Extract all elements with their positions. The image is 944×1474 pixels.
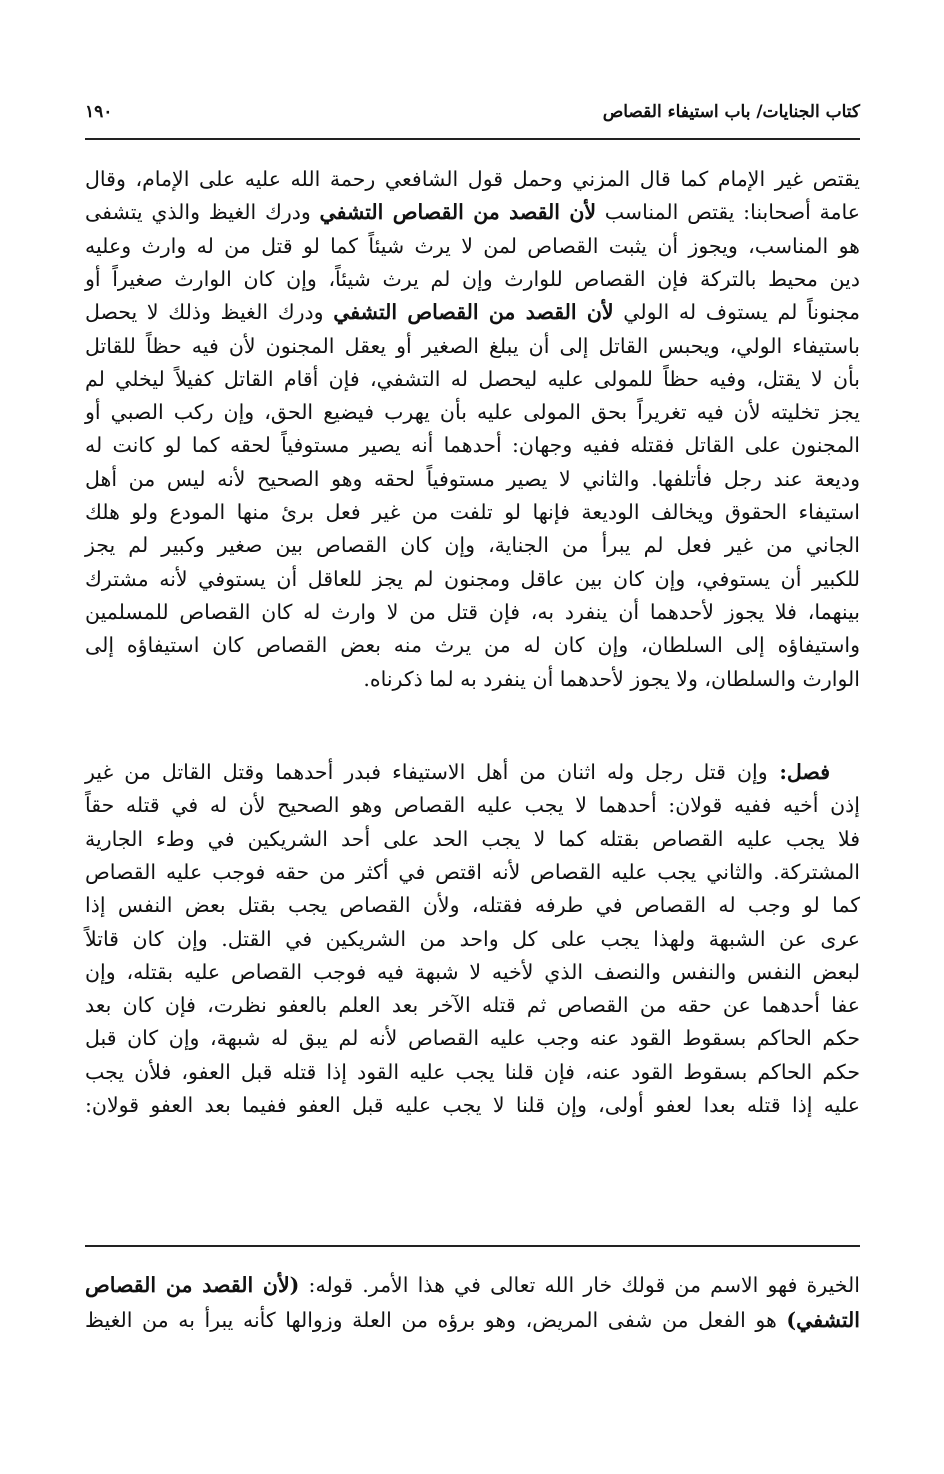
text-line: فلا يجب عليه القصاص بقتله كما لا يجب الحد على أحد الشريكين في وطء الجارية [85, 826, 860, 851]
page-number: ١٩٠ [85, 102, 113, 122]
running-header [85, 98, 860, 132]
text-line: عليه إذا قتله بعدا لعفو أولى، وإن قلنا لا يجب عليه قبل العفو ففيما بعد العفو قولان: [85, 1093, 860, 1117]
footnote-text: هو الفعل من شفى المريض، وهو برؤه من العلة وزوالها كأنه يبرأ به من الغيظ [85, 1308, 777, 1332]
text-line: باستيفاء الولي، ويحبس القاتل إلى أن يبلغ الصغير أو يعقل المجنون لأن فيه حظاً للقاتل [85, 333, 860, 358]
footnote-text: الخيرة فهو الاسم من قولك خار الله تعالى في هذا الأمر. قوله: [308, 1273, 860, 1297]
text-line: دين محيط بالتركة فإن القصاص للوارث وإن لم يرث شيئاً، وإن كان الوارث صغيراً أو [85, 266, 860, 291]
footnote-line [85, 1270, 860, 1300]
text-line: بأن لا يقتل، وفيه حظاً للمولى عليه ليحصل له التشفي، فإن أقام القاتل كفيلاً ليخلي لم [85, 366, 860, 391]
text-line: حكم الحاكم بسقوط القود عنه وجب عليه القصاص لأنه لم يبق له شبهة، وإن كان قبل [85, 1026, 860, 1051]
text-line: لبعض النفس والنفس والنصف الذي لأخيه لا شبهة فيه فوجب القصاص عليه بقتله، وإن [85, 959, 860, 984]
text-line: المشتركة. والثاني يجب عليه القصاص لأنه اقتص في أكثر من حقه فوجب عليه القصاص [85, 859, 860, 884]
text-line: عرى عن الشبهة ولهذا يجب على كل واحد من الشريكين في القتل. وإن كان قاتلاً [85, 926, 860, 951]
footnote-quote: (لأن القصد من القصاص [85, 1273, 300, 1297]
text-line: مجنوناً لم يستوف له الولي لأن القصد من القصاص التشفي ودرك الغيظ وذلك لا يحصل [85, 300, 860, 325]
text-line: بينهما، فلا يجوز لأحدهما أن ينفرد به، فإن قتل من لا وارث له كان القصاص للمسلمين [85, 599, 860, 624]
text-line: فصل: وإن قتل رجل وله اثنان من أهل الاستيفاء فبدر أحدهما وقتل القاتل من غير [85, 760, 830, 784]
chapter-title: كتاب الجنايات/ باب استيفاء القصاص [602, 102, 860, 122]
text-line: المجنون على القاتل فقتله ففيه وجهان: أحدهما أنه يصير مستوفياً لحقه كما لو كانت له [85, 433, 860, 458]
text-line: للكبير أن يستوفي، وإن كان بين عاقل ومجنون لم يجز للعاقل أن يستوفي لأنه مشترك [85, 566, 860, 591]
text-line: يجز تخليته لأن فيه تغريراً بحق المولى عليه بأن يهرب فيضيع الحق، وإن ركب الصبي أو [85, 400, 860, 425]
bold-phrase: لأن القصد من القصاص التشفي [333, 300, 614, 325]
text-line: عفا أحدهما عن حقه من القصاص ثم قتله الآخر بعد العلم بالعفو نظرت، فإن كان بعد [85, 993, 860, 1018]
section-heading: فصل: [767, 760, 830, 784]
text-line: عامة أصحابنا: يقتص المناسب لأن القصد من القصاص التشفي ودرك الغيظ والذي يتشفى [85, 200, 860, 225]
text-line: الوارث والسلطان، ولا يجوز لأحدهما أن ينفرد به لما ذكرناه. [363, 666, 860, 691]
text-line: يقتص غير الإمام كما قال المزني وحمل قول الشافعي رحمة الله عليه على الإمام، وقال [85, 167, 860, 191]
text-line: استيفاء الحقوق ويخالف الوديعة فإنها لو تلفت من غير فعل برئ منها المودع ولو هلك [85, 500, 860, 524]
footnote-divider [85, 1245, 860, 1247]
header-divider [85, 138, 860, 140]
bold-phrase: لأن القصد من القصاص التشفي [319, 200, 597, 225]
text-line: وديعة عند رجل فأتلفها. والثاني لا يصير مستوفياً لحقه وهو الصحيح لأنه ليس من أهل [85, 466, 860, 491]
text-line: كما لو وجب له القصاص في طرفه فقتله، ولأن القصاص يجب بقتل بعض النفس إذا [85, 893, 860, 918]
text-line: الجاني من غير فعل لم يبرأ من الجناية، وإن كان القصاص بين صغير وكبير لم يجز [85, 533, 860, 558]
footnote-quote: التشفي) [786, 1308, 860, 1332]
footnote-line [85, 1305, 860, 1335]
text-line: واستيفاؤه إلى السلطان، وإن كان له من يرث منه بعض القصاص كان استيفاؤه إلى [85, 633, 860, 658]
text-line: إذن أخيه ففيه قولان: أحدهما لا يجب عليه القصاص وهو الصحيح لأن له في قتله حقاً [85, 793, 860, 818]
text-line: هو المناسب، ويجوز أن يثبت القصاص لمن لا يرث شيئاً كما لو قتل من له وارث وعليه [85, 233, 860, 258]
text-line: حكم الحاكم بسقوط القود عنه، فإن قلنا يجب عليه القود إذا قتله قبل العفو، فلأن يجب [85, 1059, 860, 1084]
